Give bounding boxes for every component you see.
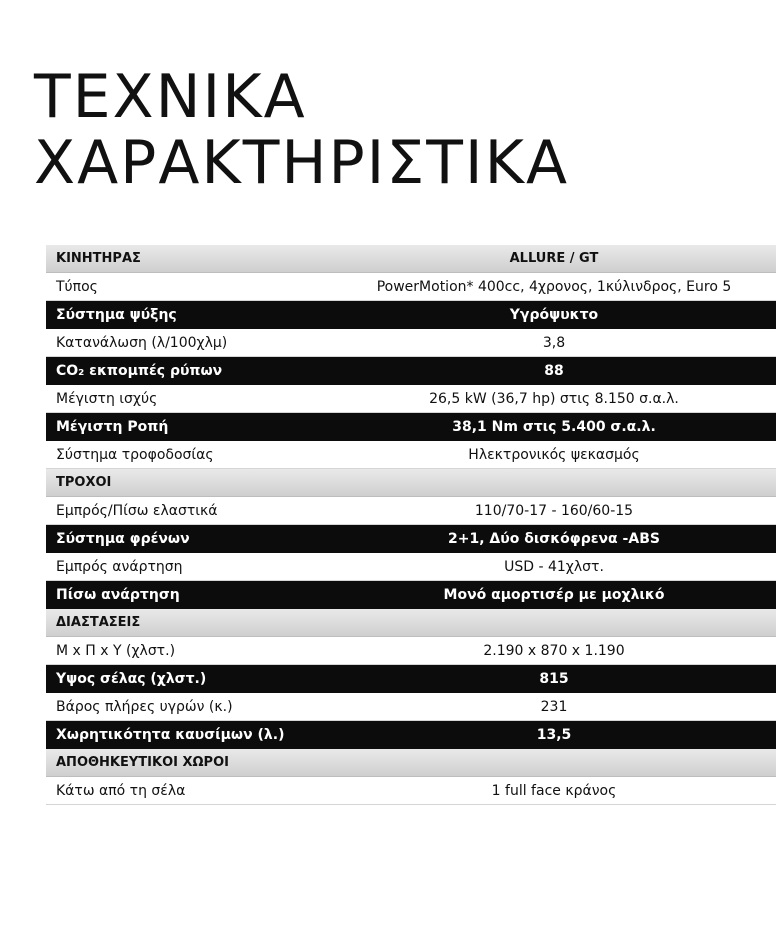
spec-value: 2+1, Δύο δισκόφρενα -ABS <box>448 530 660 547</box>
spec-label: ΔΙΑΣΤΑΣΕΙΣ <box>56 615 141 630</box>
spec-label: Υψος σέλας (χλστ.) <box>56 670 207 687</box>
spec-value: ALLURE / GT <box>509 251 599 266</box>
spec-label: Μέγιστη Ροπή <box>56 418 169 435</box>
spec-label: Σύστημα τροφοδοσίας <box>56 446 214 463</box>
spec-value: USD - 41χλστ. <box>504 558 604 575</box>
spec-value: 38,1 Nm στις 5.400 σ.α.λ. <box>452 418 656 435</box>
spec-value: 2.190 x 870 x 1.190 <box>483 642 625 659</box>
spec-label: Σύστημα ψύξης <box>56 306 177 323</box>
spec-label: Μέγιστη ισχύς <box>56 390 158 407</box>
spec-value: 1 full face κράνος <box>491 782 617 799</box>
page-title <box>34 64 569 196</box>
spec-value: 88 <box>544 362 564 379</box>
spec-label: Χωρητικότητα καυσίμων (λ.) <box>56 726 285 743</box>
spec-row <box>46 553 776 581</box>
section-header-row <box>46 469 776 497</box>
spec-label: Σύστημα φρένων <box>56 530 190 547</box>
spec-value: 26,5 kW (36,7 hp) στις 8.150 σ.α.λ. <box>429 390 679 407</box>
spec-label: Κάτω από τη σέλα <box>56 782 186 799</box>
spec-row <box>46 413 776 441</box>
spec-label: ΚΙΝΗΤΗΡΑΣ <box>56 251 141 266</box>
spec-label: CO₂ εκπομπές ρύπων <box>56 362 223 379</box>
spec-row <box>46 497 776 525</box>
spec-label: Πίσω ανάρτηση <box>56 586 180 603</box>
spec-row <box>46 441 776 469</box>
spec-row <box>46 329 776 357</box>
spec-label: ΤΡΟΧΟΙ <box>56 475 112 490</box>
spec-row <box>46 693 776 721</box>
spec-label: Εμπρός ανάρτηση <box>56 558 183 575</box>
spec-label: Μ x Π x Υ (χλστ.) <box>56 642 176 659</box>
spec-value: 13,5 <box>536 726 572 743</box>
spec-label: Κατανάλωση (λ/100χλμ) <box>56 334 228 351</box>
spec-row <box>46 721 776 749</box>
spec-value: 110/70-17 - 160/60-15 <box>474 502 634 519</box>
section-header-row <box>46 609 776 637</box>
spec-label: Εμπρός/Πίσω ελαστικά <box>56 502 218 519</box>
spec-row <box>46 665 776 693</box>
spec-value: 815 <box>539 670 569 687</box>
spec-row <box>46 581 776 609</box>
spec-value: Υγρόψυκτο <box>509 306 599 323</box>
spec-row <box>46 637 776 665</box>
spec-label: Βάρος πλήρες υγρών (κ.) <box>56 698 233 715</box>
spec-label: Τύπος <box>56 278 98 295</box>
page-title-line-1: ΤΕΧΝΙΚΑ <box>34 62 307 132</box>
spec-value: Μονό αμορτισέρ με μοχλικό <box>443 586 665 603</box>
spec-value: PowerMotion* 400cc, 4χρονος, 1κύλινδρος, Euro 5 <box>376 278 732 295</box>
section-header-row <box>46 245 776 273</box>
spec-row <box>46 777 776 805</box>
spec-value: Ηλεκτρονικός ψεκασμός <box>468 446 640 463</box>
spec-row <box>46 301 776 329</box>
section-header-row <box>46 749 776 777</box>
spec-value: 231 <box>540 698 568 715</box>
spec-value: 3,8 <box>542 334 566 351</box>
page-title-line-2: ΧΑΡΑΚΤΗΡΙΣΤΙΚΑ <box>34 128 570 198</box>
spec-table <box>46 245 776 805</box>
spec-row <box>46 273 776 301</box>
spec-row <box>46 385 776 413</box>
spec-row <box>46 525 776 553</box>
spec-row <box>46 357 776 385</box>
spec-label: ΑΠΟΘΗΚΕΥΤΙΚΟΙ ΧΩΡΟΙ <box>56 755 229 770</box>
